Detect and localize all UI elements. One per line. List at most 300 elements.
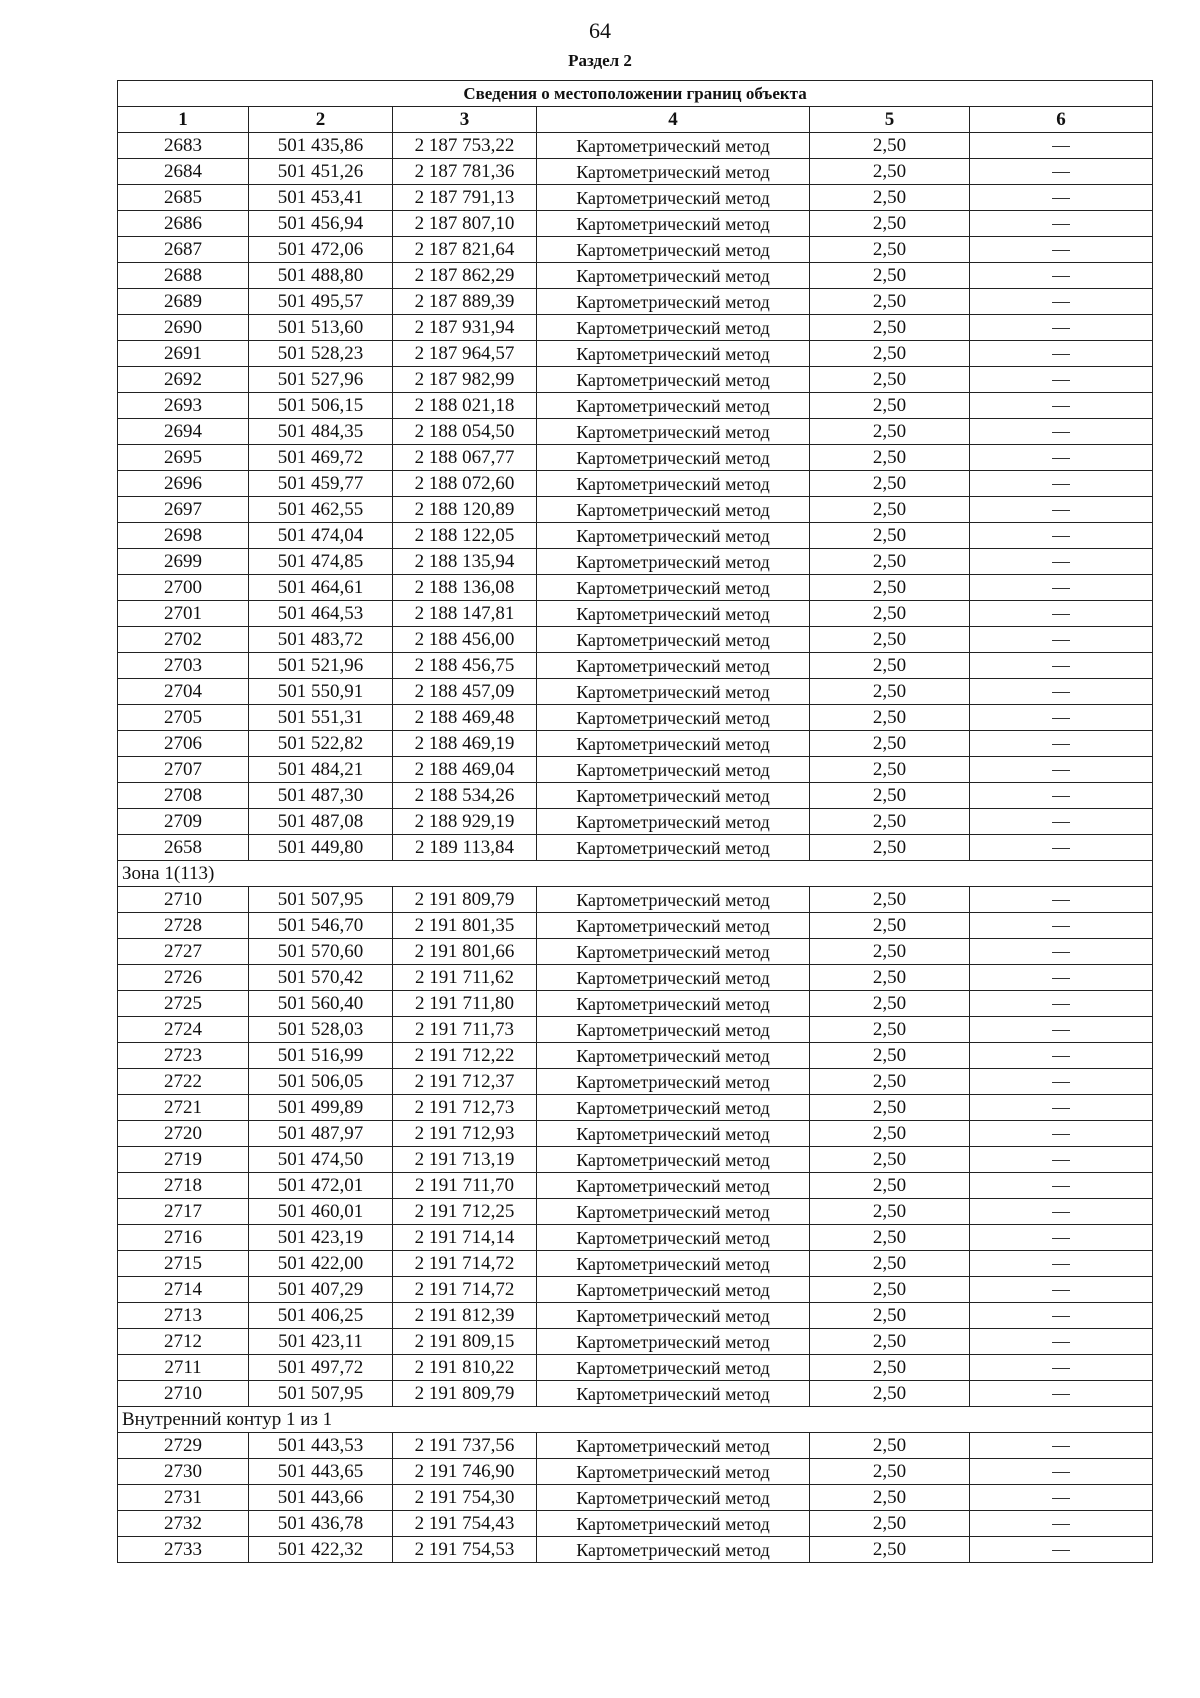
point-number: 2697 [118, 497, 249, 523]
determination-method: Картометрический метод [537, 1355, 810, 1381]
determination-method: Картометрический метод [537, 1485, 810, 1511]
x-coordinate: 501 497,72 [249, 1355, 393, 1381]
x-coordinate: 501 483,72 [249, 627, 393, 653]
column-number: 6 [970, 107, 1153, 133]
determination-method: Картометрический метод [537, 133, 810, 159]
table-row [118, 965, 1153, 991]
y-coordinate: 2 191 746,90 [393, 1459, 537, 1485]
y-coordinate: 2 191 810,22 [393, 1355, 537, 1381]
x-coordinate: 501 407,29 [249, 1277, 393, 1303]
point-number: 2733 [118, 1537, 249, 1563]
description [970, 1303, 1153, 1329]
description [970, 627, 1153, 653]
y-coordinate: 2 189 113,84 [393, 835, 537, 861]
x-coordinate: 501 474,50 [249, 1147, 393, 1173]
dash-mark [1052, 1004, 1070, 1005]
determination-method: Картометрический метод [537, 731, 810, 757]
point-number: 2715 [118, 1251, 249, 1277]
y-coordinate: 2 187 862,29 [393, 263, 537, 289]
y-coordinate: 2 188 136,08 [393, 575, 537, 601]
accuracy-value: 2,50 [810, 159, 970, 185]
table-row [118, 887, 1153, 913]
x-coordinate: 501 423,11 [249, 1329, 393, 1355]
description [970, 159, 1153, 185]
determination-method: Картометрический метод [537, 211, 810, 237]
determination-method: Картометрический метод [537, 1537, 810, 1563]
point-number: 2696 [118, 471, 249, 497]
table-row [118, 1121, 1153, 1147]
x-coordinate: 501 474,85 [249, 549, 393, 575]
description [970, 1147, 1153, 1173]
dash-mark [1052, 536, 1070, 537]
description [970, 991, 1153, 1017]
point-number: 2705 [118, 705, 249, 731]
y-coordinate: 2 187 791,13 [393, 185, 537, 211]
point-number: 2691 [118, 341, 249, 367]
x-coordinate: 501 459,77 [249, 471, 393, 497]
table-row [118, 1277, 1153, 1303]
table-body [118, 133, 1153, 1563]
dash-mark [1052, 354, 1070, 355]
y-coordinate: 2 191 714,72 [393, 1277, 537, 1303]
description [970, 523, 1153, 549]
accuracy-value: 2,50 [810, 1355, 970, 1381]
determination-method: Картометрический метод [537, 991, 810, 1017]
y-coordinate: 2 188 469,04 [393, 757, 537, 783]
determination-method: Картометрический метод [537, 471, 810, 497]
description [970, 757, 1153, 783]
y-coordinate: 2 187 931,94 [393, 315, 537, 341]
point-number: 2713 [118, 1303, 249, 1329]
point-number: 2718 [118, 1173, 249, 1199]
dash-mark [1052, 1498, 1070, 1499]
point-number: 2726 [118, 965, 249, 991]
dash-mark [1052, 146, 1070, 147]
x-coordinate: 501 451,26 [249, 159, 393, 185]
accuracy-value: 2,50 [810, 1303, 970, 1329]
accuracy-value: 2,50 [810, 835, 970, 861]
accuracy-value: 2,50 [810, 1225, 970, 1251]
determination-method: Картометрический метод [537, 809, 810, 835]
table-row [118, 445, 1153, 471]
x-coordinate: 501 499,89 [249, 1095, 393, 1121]
column-number: 3 [393, 107, 537, 133]
table-row [118, 1381, 1153, 1407]
description [970, 835, 1153, 861]
accuracy-value: 2,50 [810, 341, 970, 367]
accuracy-value: 2,50 [810, 679, 970, 705]
point-number: 2706 [118, 731, 249, 757]
column-number: 1 [118, 107, 249, 133]
dash-mark [1052, 744, 1070, 745]
point-number: 2723 [118, 1043, 249, 1069]
point-number: 2711 [118, 1355, 249, 1381]
dash-mark [1052, 432, 1070, 433]
accuracy-value: 2,50 [810, 965, 970, 991]
description [970, 497, 1153, 523]
determination-method: Картометрический метод [537, 1329, 810, 1355]
point-number: 2732 [118, 1511, 249, 1537]
accuracy-value: 2,50 [810, 1147, 970, 1173]
dash-mark [1052, 614, 1070, 615]
accuracy-value: 2,50 [810, 653, 970, 679]
dash-mark [1052, 484, 1070, 485]
point-number: 2695 [118, 445, 249, 471]
column-number-row [118, 107, 1153, 133]
point-number: 2699 [118, 549, 249, 575]
dash-mark [1052, 1134, 1070, 1135]
boundary-coordinates-table [117, 80, 1153, 1563]
x-coordinate: 501 449,80 [249, 835, 393, 861]
y-coordinate: 2 188 457,09 [393, 679, 537, 705]
point-number: 2730 [118, 1459, 249, 1485]
point-number: 2731 [118, 1485, 249, 1511]
description [970, 237, 1153, 263]
dash-mark [1052, 328, 1070, 329]
description [970, 1329, 1153, 1355]
table-caption-row [118, 81, 1153, 107]
accuracy-value: 2,50 [810, 1173, 970, 1199]
accuracy-value: 2,50 [810, 1121, 970, 1147]
description [970, 263, 1153, 289]
table-row [118, 1511, 1153, 1537]
determination-method: Картометрический метод [537, 835, 810, 861]
dash-mark [1052, 302, 1070, 303]
point-number: 2700 [118, 575, 249, 601]
table-row [118, 497, 1153, 523]
accuracy-value: 2,50 [810, 1511, 970, 1537]
description [970, 1121, 1153, 1147]
accuracy-value: 2,50 [810, 1329, 970, 1355]
point-number: 2683 [118, 133, 249, 159]
x-coordinate: 501 550,91 [249, 679, 393, 705]
description [970, 211, 1153, 237]
x-coordinate: 501 460,01 [249, 1199, 393, 1225]
group-label: Зона 1(113) [118, 861, 1153, 887]
description [970, 705, 1153, 731]
y-coordinate: 2 187 821,64 [393, 237, 537, 263]
point-number: 2709 [118, 809, 249, 835]
y-coordinate: 2 191 754,30 [393, 1485, 537, 1511]
x-coordinate: 501 528,23 [249, 341, 393, 367]
table-row [118, 1043, 1153, 1069]
x-coordinate: 501 484,21 [249, 757, 393, 783]
y-coordinate: 2 191 714,72 [393, 1251, 537, 1277]
determination-method: Картометрический метод [537, 341, 810, 367]
determination-method: Картометрический метод [537, 445, 810, 471]
table-row [118, 393, 1153, 419]
point-number: 2707 [118, 757, 249, 783]
table-row [118, 627, 1153, 653]
description [970, 1251, 1153, 1277]
accuracy-value: 2,50 [810, 1069, 970, 1095]
y-coordinate: 2 188 120,89 [393, 497, 537, 523]
point-number: 2684 [118, 159, 249, 185]
determination-method: Картометрический метод [537, 705, 810, 731]
table-row [118, 1199, 1153, 1225]
description [970, 1199, 1153, 1225]
point-number: 2658 [118, 835, 249, 861]
table-row [118, 1095, 1153, 1121]
description [970, 601, 1153, 627]
accuracy-value: 2,50 [810, 315, 970, 341]
x-coordinate: 501 406,25 [249, 1303, 393, 1329]
x-coordinate: 501 435,86 [249, 133, 393, 159]
point-number: 2724 [118, 1017, 249, 1043]
determination-method: Картометрический метод [537, 237, 810, 263]
group-label: Внутренний контур 1 из 1 [118, 1407, 1153, 1433]
accuracy-value: 2,50 [810, 211, 970, 237]
table-row [118, 1537, 1153, 1563]
x-coordinate: 501 506,15 [249, 393, 393, 419]
table-row [118, 835, 1153, 861]
point-number: 2694 [118, 419, 249, 445]
table-row [118, 471, 1153, 497]
y-coordinate: 2 188 534,26 [393, 783, 537, 809]
accuracy-value: 2,50 [810, 1095, 970, 1121]
x-coordinate: 501 422,32 [249, 1537, 393, 1563]
x-coordinate: 501 516,99 [249, 1043, 393, 1069]
table-row [118, 757, 1153, 783]
point-number: 2710 [118, 1381, 249, 1407]
description [970, 315, 1153, 341]
accuracy-value: 2,50 [810, 393, 970, 419]
x-coordinate: 501 462,55 [249, 497, 393, 523]
accuracy-value: 2,50 [810, 731, 970, 757]
y-coordinate: 2 191 714,14 [393, 1225, 537, 1251]
dash-mark [1052, 1446, 1070, 1447]
determination-method: Картометрический метод [537, 393, 810, 419]
x-coordinate: 501 456,94 [249, 211, 393, 237]
y-coordinate: 2 188 456,75 [393, 653, 537, 679]
description [970, 1225, 1153, 1251]
dash-mark [1052, 1264, 1070, 1265]
determination-method: Картометрический метод [537, 965, 810, 991]
table-row [118, 341, 1153, 367]
x-coordinate: 501 484,35 [249, 419, 393, 445]
dash-mark [1052, 406, 1070, 407]
description [970, 393, 1153, 419]
description [970, 1017, 1153, 1043]
dash-mark [1052, 770, 1070, 771]
y-coordinate: 2 187 982,99 [393, 367, 537, 393]
determination-method: Картометрический метод [537, 653, 810, 679]
table-row [118, 185, 1153, 211]
x-coordinate: 501 488,80 [249, 263, 393, 289]
determination-method: Картометрический метод [537, 549, 810, 575]
description [970, 1511, 1153, 1537]
table-row [118, 1303, 1153, 1329]
x-coordinate: 501 551,31 [249, 705, 393, 731]
point-number: 2701 [118, 601, 249, 627]
dash-mark [1052, 666, 1070, 667]
dash-mark [1052, 822, 1070, 823]
table-row [118, 1069, 1153, 1095]
dash-mark [1052, 1472, 1070, 1473]
description [970, 965, 1153, 991]
determination-method: Картометрический метод [537, 1459, 810, 1485]
y-coordinate: 2 191 712,73 [393, 1095, 537, 1121]
table-row [118, 1459, 1153, 1485]
point-number: 2717 [118, 1199, 249, 1225]
point-number: 2714 [118, 1277, 249, 1303]
y-coordinate: 2 188 135,94 [393, 549, 537, 575]
point-number: 2725 [118, 991, 249, 1017]
description [970, 653, 1153, 679]
table-caption: Сведения о местоположении границ объекта [118, 81, 1153, 107]
determination-method: Картометрический метод [537, 1121, 810, 1147]
dash-mark [1052, 1186, 1070, 1187]
description [970, 1043, 1153, 1069]
table-row [118, 1173, 1153, 1199]
determination-method: Картометрический метод [537, 1095, 810, 1121]
point-number: 2689 [118, 289, 249, 315]
dash-mark [1052, 250, 1070, 251]
y-coordinate: 2 191 711,80 [393, 991, 537, 1017]
y-coordinate: 2 191 809,79 [393, 887, 537, 913]
dash-mark [1052, 510, 1070, 511]
description [970, 289, 1153, 315]
accuracy-value: 2,50 [810, 185, 970, 211]
x-coordinate: 501 521,96 [249, 653, 393, 679]
dash-mark [1052, 848, 1070, 849]
dash-mark [1052, 1524, 1070, 1525]
determination-method: Картометрический метод [537, 497, 810, 523]
determination-method: Картометрический метод [537, 1511, 810, 1537]
determination-method: Картометрический метод [537, 1251, 810, 1277]
table-row [118, 1017, 1153, 1043]
y-coordinate: 2 191 809,15 [393, 1329, 537, 1355]
determination-method: Картометрический метод [537, 575, 810, 601]
table-row [118, 731, 1153, 757]
accuracy-value: 2,50 [810, 445, 970, 471]
x-coordinate: 501 472,01 [249, 1173, 393, 1199]
point-number: 2716 [118, 1225, 249, 1251]
determination-method: Картометрический метод [537, 315, 810, 341]
table-row [118, 1147, 1153, 1173]
dash-mark [1052, 1030, 1070, 1031]
point-number: 2688 [118, 263, 249, 289]
y-coordinate: 2 191 711,70 [393, 1173, 537, 1199]
accuracy-value: 2,50 [810, 575, 970, 601]
table-row [118, 289, 1153, 315]
point-number: 2728 [118, 913, 249, 939]
x-coordinate: 501 487,30 [249, 783, 393, 809]
dash-mark [1052, 1316, 1070, 1317]
x-coordinate: 501 507,95 [249, 1381, 393, 1407]
column-number: 5 [810, 107, 970, 133]
table-row [118, 783, 1153, 809]
column-number: 4 [537, 107, 810, 133]
x-coordinate: 501 546,70 [249, 913, 393, 939]
description [970, 887, 1153, 913]
dash-mark [1052, 1368, 1070, 1369]
dash-mark [1052, 588, 1070, 589]
y-coordinate: 2 187 889,39 [393, 289, 537, 315]
x-coordinate: 501 474,04 [249, 523, 393, 549]
determination-method: Картометрический метод [537, 627, 810, 653]
y-coordinate: 2 188 456,00 [393, 627, 537, 653]
accuracy-value: 2,50 [810, 133, 970, 159]
x-coordinate: 501 436,78 [249, 1511, 393, 1537]
x-coordinate: 501 472,06 [249, 237, 393, 263]
table-row [118, 315, 1153, 341]
table-row [118, 679, 1153, 705]
determination-method: Картометрический метод [537, 1199, 810, 1225]
determination-method: Картометрический метод [537, 1147, 810, 1173]
determination-method: Картометрический метод [537, 601, 810, 627]
description [970, 1537, 1153, 1563]
point-number: 2720 [118, 1121, 249, 1147]
section-title: Раздел 2 [568, 51, 632, 70]
y-coordinate: 2 187 781,36 [393, 159, 537, 185]
y-coordinate: 2 191 801,35 [393, 913, 537, 939]
x-coordinate: 501 522,82 [249, 731, 393, 757]
accuracy-value: 2,50 [810, 263, 970, 289]
accuracy-value: 2,50 [810, 1043, 970, 1069]
accuracy-value: 2,50 [810, 1277, 970, 1303]
accuracy-value: 2,50 [810, 549, 970, 575]
table-row [118, 705, 1153, 731]
description [970, 783, 1153, 809]
accuracy-value: 2,50 [810, 809, 970, 835]
determination-method: Картометрический метод [537, 367, 810, 393]
table-row [118, 523, 1153, 549]
point-number: 2698 [118, 523, 249, 549]
point-number: 2727 [118, 939, 249, 965]
point-number: 2685 [118, 185, 249, 211]
y-coordinate: 2 188 469,48 [393, 705, 537, 731]
dash-mark [1052, 1082, 1070, 1083]
point-number: 2702 [118, 627, 249, 653]
x-coordinate: 501 570,42 [249, 965, 393, 991]
table-row [118, 939, 1153, 965]
table-row [118, 809, 1153, 835]
y-coordinate: 2 188 122,05 [393, 523, 537, 549]
description [970, 1277, 1153, 1303]
description [970, 419, 1153, 445]
accuracy-value: 2,50 [810, 601, 970, 627]
y-coordinate: 2 187 964,57 [393, 341, 537, 367]
accuracy-value: 2,50 [810, 1017, 970, 1043]
group-label-row [118, 861, 1153, 887]
x-coordinate: 501 495,57 [249, 289, 393, 315]
determination-method: Картометрический метод [537, 757, 810, 783]
dash-mark [1052, 562, 1070, 563]
dash-mark [1052, 198, 1070, 199]
accuracy-value: 2,50 [810, 237, 970, 263]
dash-mark [1052, 640, 1070, 641]
table-row [118, 913, 1153, 939]
y-coordinate: 2 188 929,19 [393, 809, 537, 835]
y-coordinate: 2 191 712,37 [393, 1069, 537, 1095]
x-coordinate: 501 464,53 [249, 601, 393, 627]
accuracy-value: 2,50 [810, 939, 970, 965]
table-row [118, 991, 1153, 1017]
description [970, 1433, 1153, 1459]
accuracy-value: 2,50 [810, 627, 970, 653]
description [970, 1355, 1153, 1381]
table-row [118, 549, 1153, 575]
y-coordinate: 2 188 021,18 [393, 393, 537, 419]
table-row [118, 263, 1153, 289]
point-number: 2703 [118, 653, 249, 679]
accuracy-value: 2,50 [810, 1381, 970, 1407]
determination-method: Картометрический метод [537, 913, 810, 939]
y-coordinate: 2 191 712,25 [393, 1199, 537, 1225]
determination-method: Картометрический метод [537, 185, 810, 211]
table-row [118, 1225, 1153, 1251]
